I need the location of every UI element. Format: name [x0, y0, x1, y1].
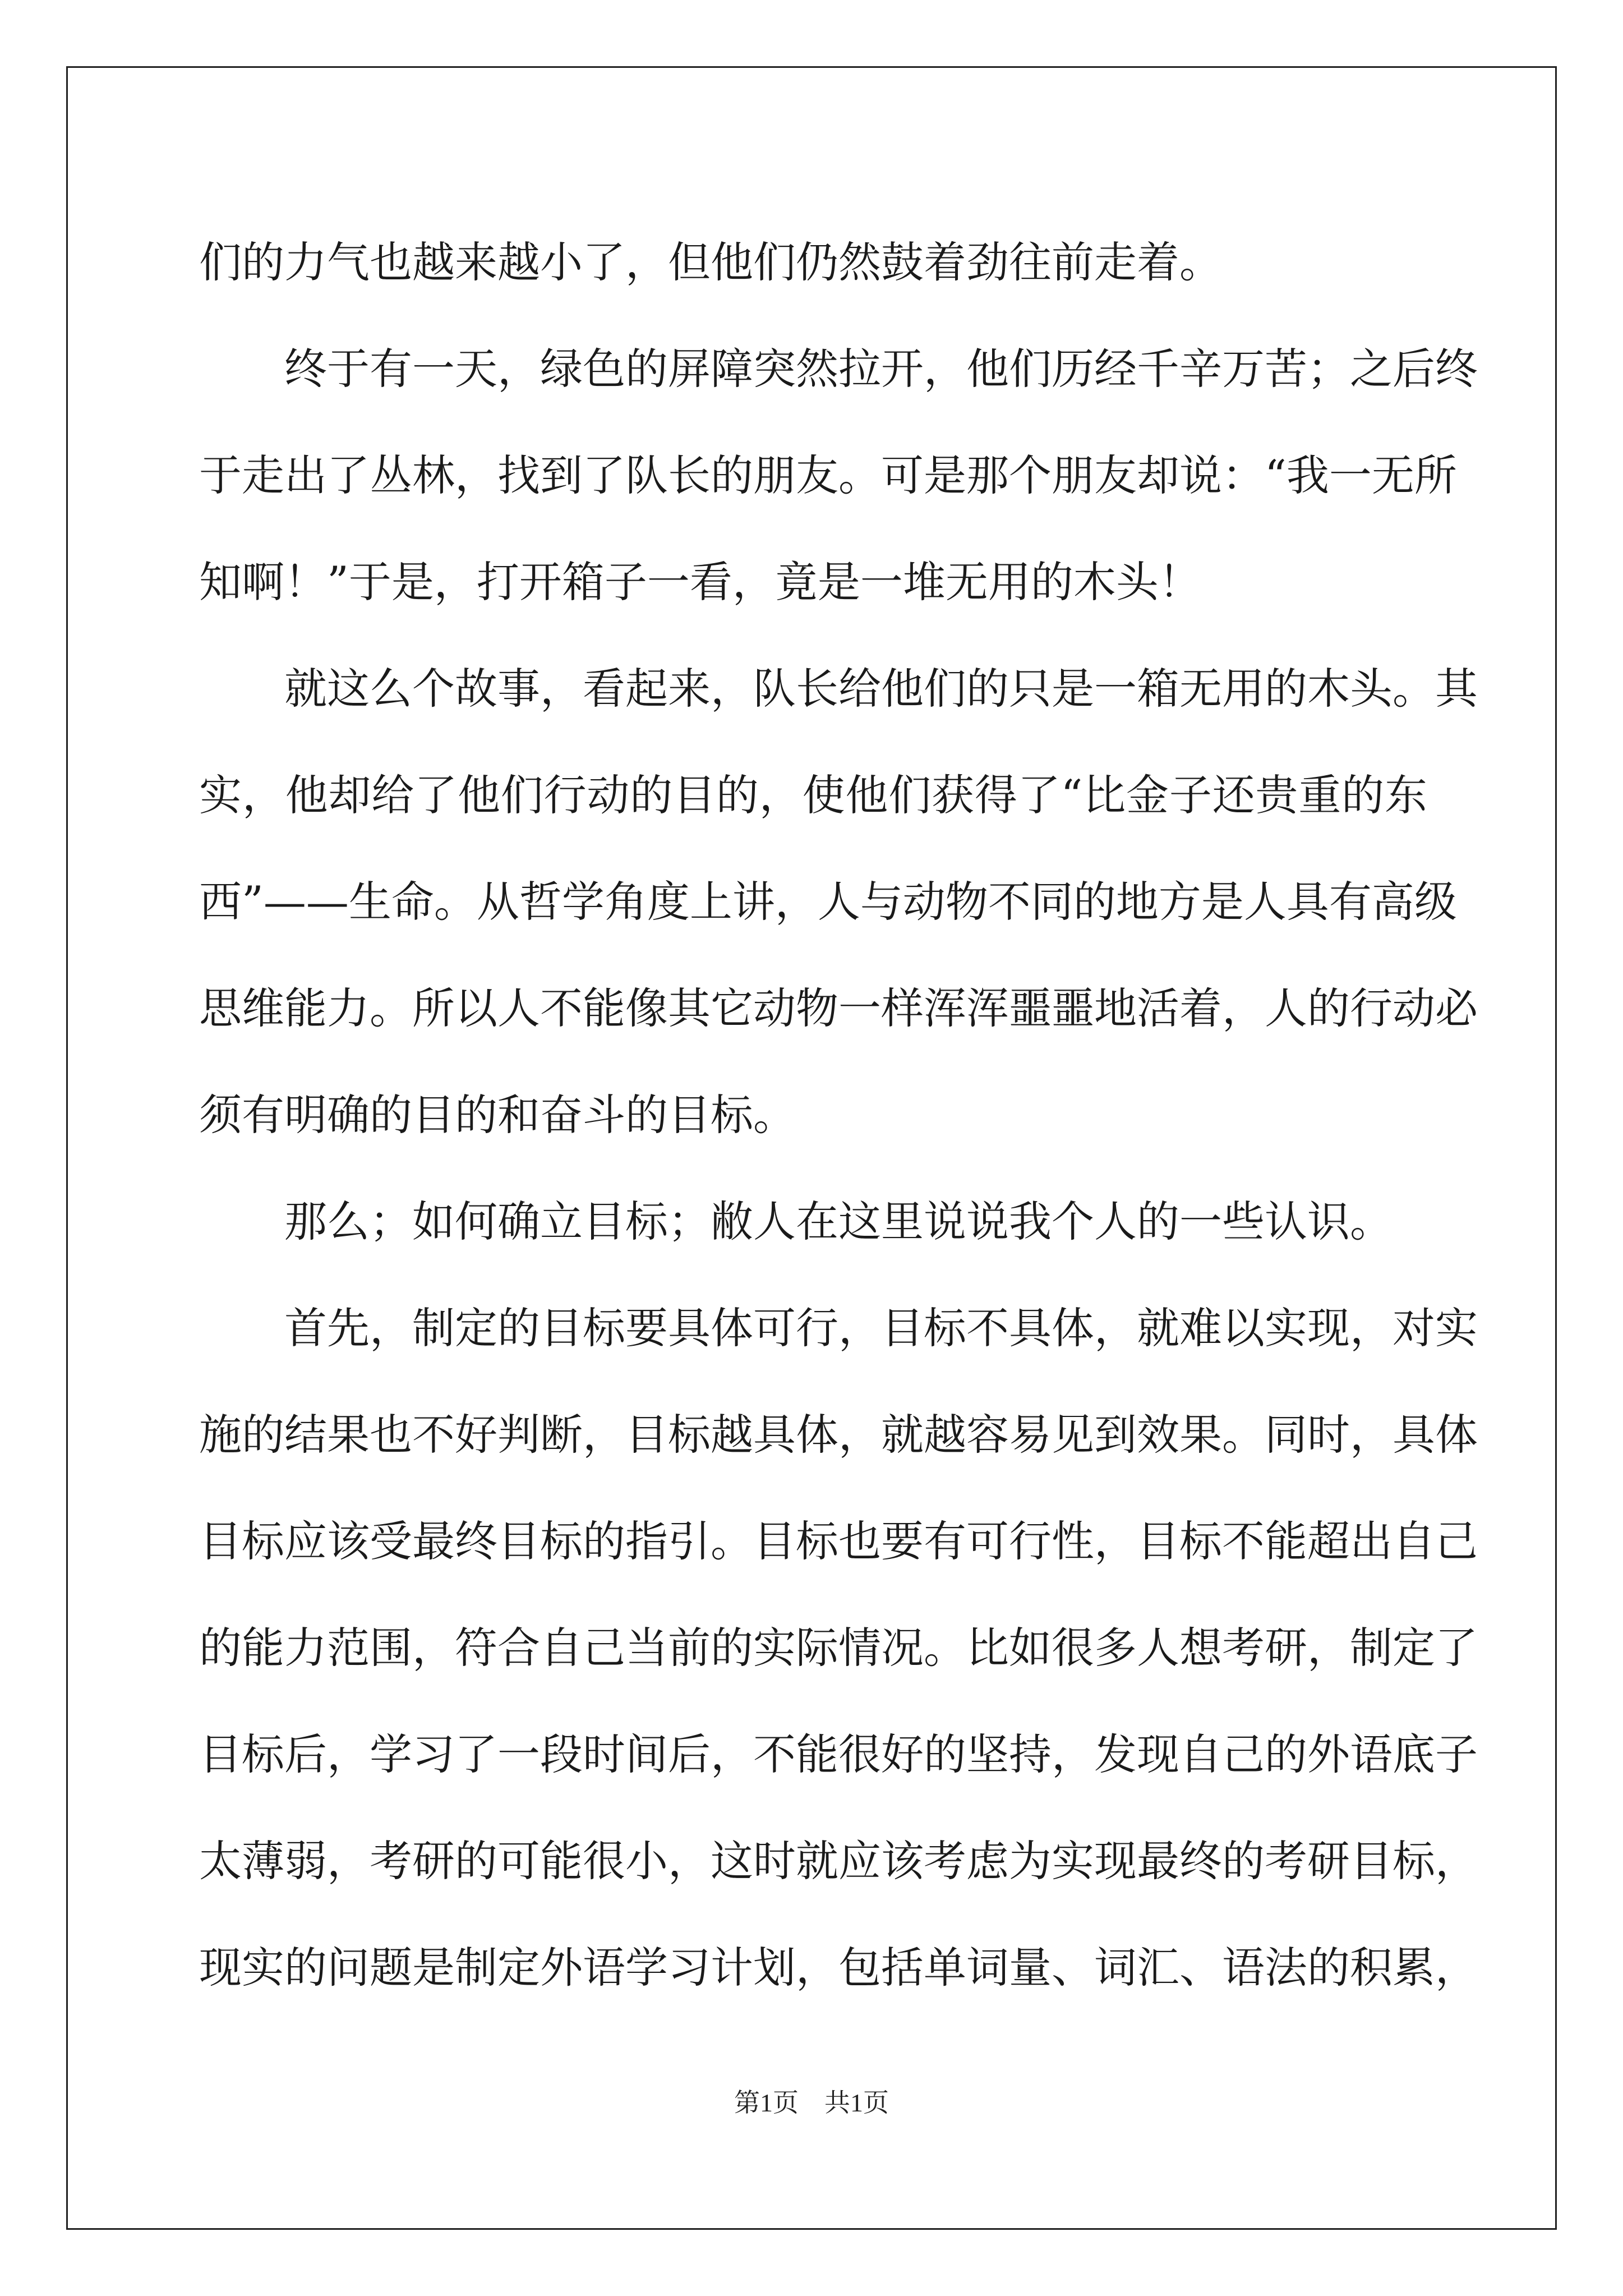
text-line: 的能力范围，符合自己当前的实际情况。比如很多人想考研，制定了 — [199, 1623, 1478, 1673]
text-line: 思维能力。所以人不能像其它动物一样浑浑噩噩地活着，人的行动必 — [199, 983, 1478, 1033]
text-line: 须有明确的目的和奋斗的目标。 — [199, 1090, 796, 1140]
text-line: 现实的问题是制定外语学习计划，包括单词量、词汇、语法的积累， — [199, 1943, 1478, 1993]
text-line: 那么；如何确立目标；敝人在这里说说我个人的一些认识。 — [284, 1197, 1393, 1246]
document-body — [199, 209, 1478, 2021]
text-line: 首先，制定的目标要具体可行，目标不具体，就难以实现，对实 — [284, 1303, 1478, 1353]
text-line: 目标应该受最终目标的指引。目标也要有可行性，目标不能超出自己 — [199, 1516, 1478, 1566]
page-footer: 第1页 共1页 — [734, 2088, 889, 2117]
text-line: 实，他却给了他们行动的目的，使他们获得了“比金子还贵重的东 — [199, 770, 1427, 820]
text-line: 就这么个故事，看起来，队长给他们的只是一箱无用的木头。其 — [284, 664, 1478, 714]
text-line: 们的力气也越来越小了，但他们仍然鼓着劲往前走着。 — [199, 237, 1222, 287]
text-line: 于走出了丛林，找到了队长的朋友。可是那个朋友却说：“我一无所 — [199, 450, 1457, 500]
text-line: 知啊！”于是，打开箱子一看，竟是一堆无用的木头！ — [199, 557, 1201, 607]
text-line: 太薄弱，考研的可能很小，这时就应该考虑为实现最终的考研目标， — [199, 1836, 1478, 1886]
text-line: 目标后，学习了一段时间后，不能很好的坚持，发现自己的外语底子 — [199, 1729, 1478, 1779]
text-line: 施的结果也不好判断，目标越具体，就越容易见到效果。同时，具体 — [199, 1410, 1478, 1460]
text-line: 终于有一天，绿色的屏障突然拉开，他们历经千辛万苦；之后终 — [284, 344, 1478, 394]
text-line: 西”——生命。从哲学角度上讲，人与动物不同的地方是人具有高级 — [199, 877, 1457, 927]
